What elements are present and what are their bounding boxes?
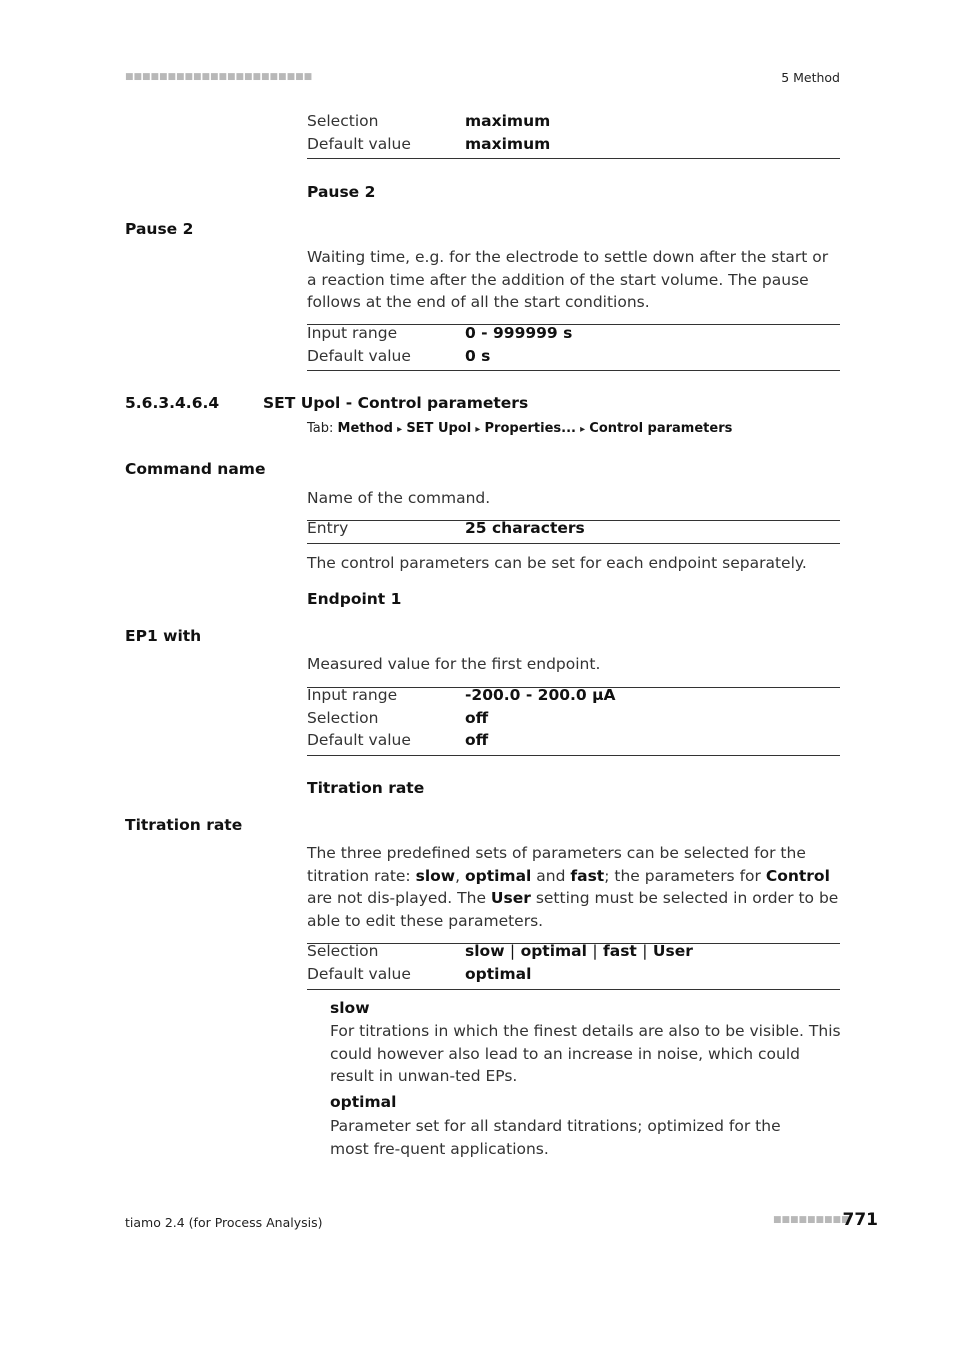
table-key: Selection — [307, 942, 379, 960]
command-name-description: Name of the command. — [307, 489, 491, 507]
table-value: off — [465, 708, 489, 727]
header-decoration: ■■■■■■■■■■■■■■■■■■■■■■ — [125, 72, 313, 82]
breadcrumb-item: Properties... — [484, 421, 576, 436]
table-key: Selection — [307, 112, 379, 130]
subheading-endpoint-1: Endpoint 1 — [307, 590, 402, 608]
table-row — [307, 112, 840, 135]
table-row — [307, 686, 840, 709]
table-key: Selection — [307, 708, 379, 727]
tab-prefix: Tab: — [307, 421, 338, 436]
page-number: 771 — [842, 1210, 878, 1230]
table-rule — [307, 755, 840, 756]
table-row — [307, 965, 840, 988]
side-heading-titration-rate: Titration rate — [125, 816, 243, 834]
table-value: maximum — [465, 134, 551, 153]
table-rule — [307, 989, 840, 990]
table-row — [307, 519, 840, 542]
section-number: 5.6.3.4.6.4 — [125, 394, 220, 412]
footer-decoration: ■■■■■■■■■ — [773, 1215, 850, 1225]
table-row — [307, 731, 840, 754]
table-key: Entry — [307, 519, 349, 537]
breadcrumb-arrow-icon: ▸ — [397, 424, 403, 435]
table-value: optimal — [465, 964, 532, 983]
table-row — [307, 135, 840, 158]
breadcrumb-item: SET Upol — [406, 421, 472, 436]
titration-rate-description: The three predefined sets of parameters can be selected for the titration rate: slow, optimal and fast; the parameters for Control are not dis-played. The User setting must be selected in order to be able to edit these parameters. — [307, 844, 839, 930]
top-parameter-table — [307, 112, 840, 157]
table-row — [307, 709, 840, 732]
table-key: Default value — [307, 731, 411, 749]
command-name-table — [307, 519, 840, 542]
table-row — [307, 942, 840, 965]
table-value: 0 - 999999 s — [465, 324, 573, 342]
ep1-table — [307, 686, 840, 754]
definition-term: slow — [330, 999, 370, 1017]
table-value: slow | optimal | fast | User — [465, 942, 693, 960]
table-rule — [307, 158, 840, 159]
table-value: off — [465, 731, 489, 749]
side-heading-ep1-with: EP1 with — [125, 627, 202, 645]
table-key: Default value — [307, 134, 411, 153]
control-parameters-note: The control parameters can be set for each endpoint separately. — [307, 554, 807, 572]
tab-breadcrumb — [307, 421, 732, 436]
breadcrumb-arrow-icon: ▸ — [475, 424, 481, 435]
titration-rate-table — [307, 942, 840, 987]
table-value: 0 s — [465, 346, 491, 365]
table-row — [307, 347, 840, 370]
chapter-title: 5 Method — [781, 70, 840, 85]
breadcrumb-item: Method — [337, 421, 393, 436]
ep1-description: Measured value for the first endpoint. — [307, 655, 601, 673]
table-key: Default value — [307, 346, 411, 365]
definition-description: For titrations in which the finest details are also to be visible. This could however also lead to an increase in noise, which could result in unwan-ted EPs. — [330, 1022, 841, 1085]
footer-product: tiamo 2.4 (for Process Analysis) — [125, 1215, 323, 1230]
table-value: -200.0 - 200.0 µA — [465, 686, 616, 704]
subheading-pause-2: Pause 2 — [307, 183, 376, 201]
breadcrumb-item: Control parameters — [589, 421, 733, 436]
breadcrumb-arrow-icon: ▸ — [580, 424, 586, 435]
pause-2-description: Waiting time, e.g. for the electrode to settle down after the start or a reaction time after the addition of the start volume. The pause follows at the end of all the start conditions. — [307, 248, 829, 311]
table-key: Input range — [307, 686, 398, 704]
table-value: maximum — [465, 112, 551, 130]
subheading-titration-rate: Titration rate — [307, 779, 425, 797]
side-heading-command-name: Command name — [125, 460, 266, 478]
section-title: SET Upol - Control parameters — [263, 394, 529, 412]
table-row — [307, 324, 840, 347]
pause-2-table — [307, 324, 840, 369]
table-rule — [307, 543, 840, 544]
table-rule — [307, 370, 840, 371]
table-key: Input range — [307, 324, 398, 342]
definition-description: Parameter set for all standard titrations; optimized for the most fre-quent applications. — [330, 1117, 781, 1158]
side-heading-pause-2: Pause 2 — [125, 220, 194, 238]
table-key: Default value — [307, 964, 411, 983]
table-value: 25 characters — [465, 519, 585, 537]
definition-term: optimal — [330, 1093, 397, 1111]
